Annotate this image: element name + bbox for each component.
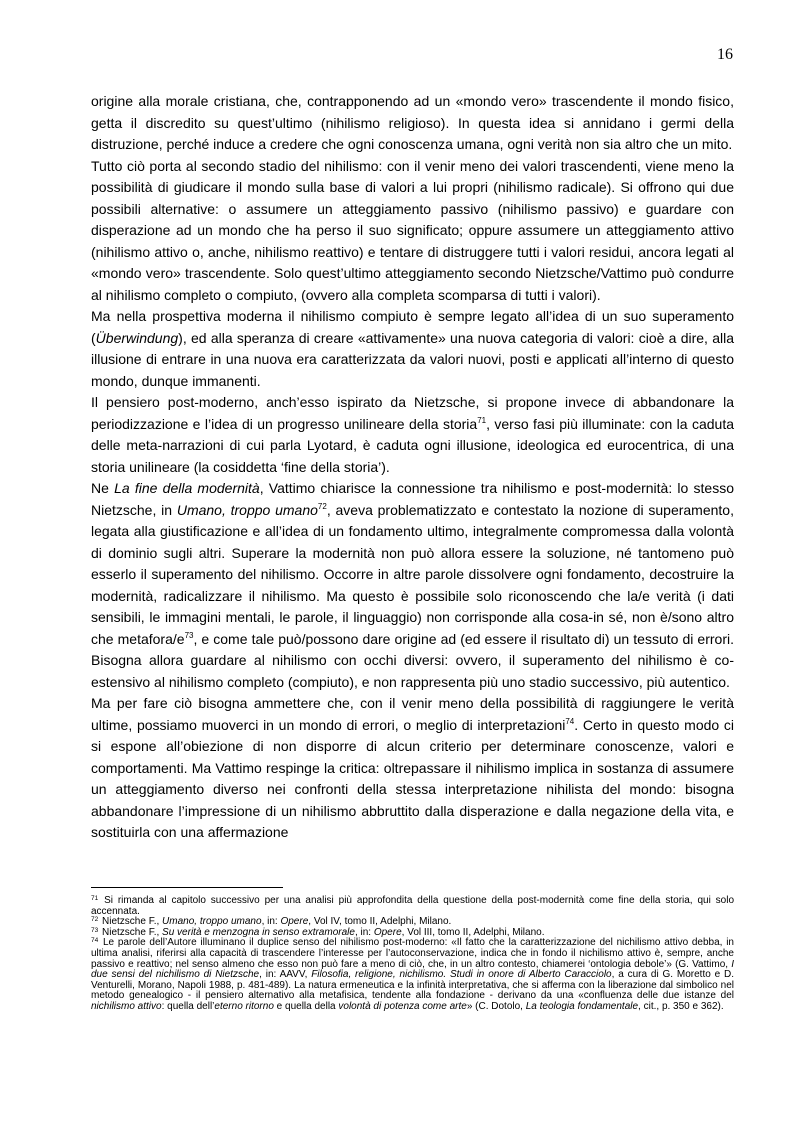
italic-text: Umano, troppo umano bbox=[176, 501, 318, 518]
footnote bbox=[91, 938, 734, 1012]
paragraph bbox=[91, 91, 734, 156]
text-run: Nietzsche F., bbox=[99, 926, 163, 938]
footnote-number: 73 bbox=[91, 926, 99, 934]
text-run: , Vattimo chiarisce la connessione tra nihilismo e post-modernità: lo stesso Nietzsche, in bbox=[91, 480, 734, 518]
text-run: ), ed alla speranza di creare «attivamente» una nuova categoria di valori: cioè a dire, alla illusione di entrare in una nuova era caratterizzata da valori nuovi, posti e applicati all’interno di questo mondo, dunque immanenti. bbox=[91, 329, 734, 389]
italic-text: Filosofia, religione, nichilismo. Studi in onore di Alberto Caracciolo bbox=[311, 969, 612, 981]
body-text bbox=[91, 91, 734, 844]
paragraph bbox=[91, 156, 734, 307]
paragraph bbox=[91, 478, 734, 693]
italic-text: La fine della modernità bbox=[114, 480, 260, 496]
text-run: Nietzsche F., bbox=[99, 916, 163, 928]
paragraph bbox=[91, 693, 734, 844]
text-run: , in: bbox=[354, 926, 374, 938]
text-run: Ma nella prospettiva moderna il nihilismo compiuto è sempre legato all’idea di un suo superamento ( bbox=[91, 308, 734, 346]
text-run: , Vol IV, tomo II, Adelphi, Milano. bbox=[308, 916, 452, 928]
text-run: origine alla morale cristiana, che, contrapponendo ad un «mondo vero» trascendente il mondo fisico, getta il discredito su quest’ultimo (nihilismo religioso). In questa idea si annidano i germi della distruzione, perché induce a credere che ogni conoscenza umana, ogni verità non sia altro che un mito. bbox=[91, 93, 734, 152]
footnote-number: 74 bbox=[91, 937, 99, 945]
italic-text: eterno ritorno bbox=[214, 1000, 274, 1012]
footnote-reference: 71 bbox=[477, 415, 487, 425]
text-run: Ma per fare ciò bisogna ammettere che, con il venir meno della possibilità di raggiungere le verità ultime, possiamo muoverci in un mondo di errori, o meglio di interpretazioni bbox=[91, 695, 734, 733]
footnote-separator bbox=[91, 887, 283, 888]
text-run: : quella dell’ bbox=[161, 1000, 215, 1012]
italic-text: volontà di potenza come arte bbox=[338, 1000, 467, 1012]
footnote-reference: 73 bbox=[184, 630, 194, 640]
footnote bbox=[91, 896, 734, 917]
footnote-number: 72 bbox=[91, 916, 99, 924]
text-run: Le parole dell’Autore illuminano il duplice senso del nihilismo post-moderno: «Il fatto che la caratterizzazione del nichilismo attivo debba, in ultima analisi, riferirsi alla capacità di trascendere l’interesse per l’autoconservazione, indica che in fondo il nichilismo attivo è, sempre, anche passivo e reattivo; nel senso almeno che esso non può fare a meno di ciò, che, in un altro contesto, chiamerei ‘ontologia debole’» (G. Vattimo, bbox=[91, 937, 734, 970]
italic-text: Opere bbox=[373, 926, 402, 938]
italic-text: nichilismo attivo bbox=[91, 1000, 162, 1012]
text-run: , Vol III, tomo II, Adelphi, Milano. bbox=[401, 926, 545, 938]
italic-text: I due sensi del nichilismo di Nietzsche bbox=[91, 958, 734, 981]
text-run: e quella della bbox=[273, 1000, 339, 1012]
paragraph bbox=[91, 306, 734, 392]
text-run: . Certo in questo modo ci si espone all’obiezione di non disporre di alcun criterio per determinare conoscenze, valori e comportamenti. Ma Vattimo respinge la critica: oltrepassare il nihilismo implica in sostanza di assumere un atteggiamento diverso nei confronti della stessa interpretazione nihilista del mondo: bisogna abbandonare l’impressione di un nihilismo abbruttito dalla disperazione e dalla negazione della vita, e sostituirla con una affermazione bbox=[91, 716, 735, 840]
italic-text: Umano, troppo umano bbox=[162, 916, 262, 928]
paragraph bbox=[91, 392, 734, 478]
page-number: 16 bbox=[717, 46, 733, 63]
text-run: , cit., p. 350 e 362). bbox=[638, 1000, 724, 1012]
text-run: , in: AAVV, bbox=[259, 969, 312, 981]
italic-text: La teologia fondamentale bbox=[525, 1000, 639, 1012]
footnote-number: 71 bbox=[91, 895, 99, 902]
text-run: Si rimanda al capitolo successivo per una analisi più approfondita della questione della post-modernità come fine della storia, qui solo accennata. bbox=[91, 895, 734, 917]
text-run: Il pensiero post-moderno, anch’esso ispirato da Nietzsche, si propone invece di abbandonare la periodizzazione e l’idea di un progresso unilineare della storia bbox=[91, 394, 734, 432]
text-run: , in: bbox=[261, 916, 281, 928]
italic-text: Überwindung bbox=[95, 329, 179, 346]
footnote-reference: 72 bbox=[317, 501, 327, 511]
text-run: Ne bbox=[91, 480, 115, 496]
text-run: , aveva problematizzato e contestato la nozione di superamento, legata alla giustificazione e all’idea di un fondamento ultimo, integralmente compromessa dalla volontà di dominio sugli altri. Superare la modernità non può allora essere la soluzione, né tantomeno può esserlo il superamento del nihilismo. Occorre in altre parole dissolvere ogni fondamento, decostruire la modernità, radicalizzare il nihilismo. Ma questo è possibile solo riconoscendo che la/e verità (i dati sensibili, le immagini mentali, le parole, il linguaggio) non corrisponde alla cosa-in sé, non è/sono altro che metafora/e bbox=[91, 501, 734, 647]
italic-text: Su verità e menzogna in senso extramorale bbox=[162, 926, 355, 938]
footnotes bbox=[91, 896, 734, 1013]
italic-text: Opere bbox=[280, 916, 309, 928]
text-run: » (C. Dotolo, bbox=[466, 1000, 526, 1012]
footnote-reference: 74 bbox=[565, 716, 575, 726]
text-run: , a cura di G. Moretto e D. Venturelli, Morano, Napoli 1988, p. 481-489). La natura ermeneutica e la infinità interpretativa, che si afferma con la liberazione dal simbolico nel metodo genealogico - il pensiero alternativo alla metafisica, tendente alla fondazione - derivano da una «confluenza delle due istanze del bbox=[91, 969, 735, 1002]
text-run: , verso fasi più illuminate: con la caduta delle meta-narrazioni di cui parla Lyotard, è caduta ogni illusione, ideologica ed eurocentrica, di una storia unilineare (la cosiddetta ‘fine della storia’). bbox=[91, 415, 734, 475]
text-run: Tutto ciò porta al secondo stadio del nihilismo: con il venir meno dei valori trascendenti, viene meno la possibilità di giudicare il mondo sulla base di valori a lui propri (nihilismo radicale). Si offrono qui due possibili alternative: o assumere un atteggiamento passivo (nihilismo passivo) e guardare con disperazione ad un mondo che ha perso il suo significato; oppure assumere un atteggiamento attivo (nihilismo attivo o, anche, nihilismo reattivo) e tentare di distruggere tutti i valori residui, ancora legati al «mondo vero» trascendente. Solo quest’ultimo atteggiamento secondo Nietzsche/Vattimo può condurre al nihilismo completo o compiuto, (ovvero alla completa scomparsa di tutti i valori). bbox=[91, 157, 734, 303]
text-run: , e come tale può/possono dare origine ad (ed essere il risultato di) un tessuto di errori. Bisogna allora guardare al nihilismo con occhi diversi: ovvero, il superamento del nihilismo è co-estensivo al nihilismo completo (compiuto), e non rappresenta più uno stadio successivo, più autentico. bbox=[91, 630, 734, 690]
